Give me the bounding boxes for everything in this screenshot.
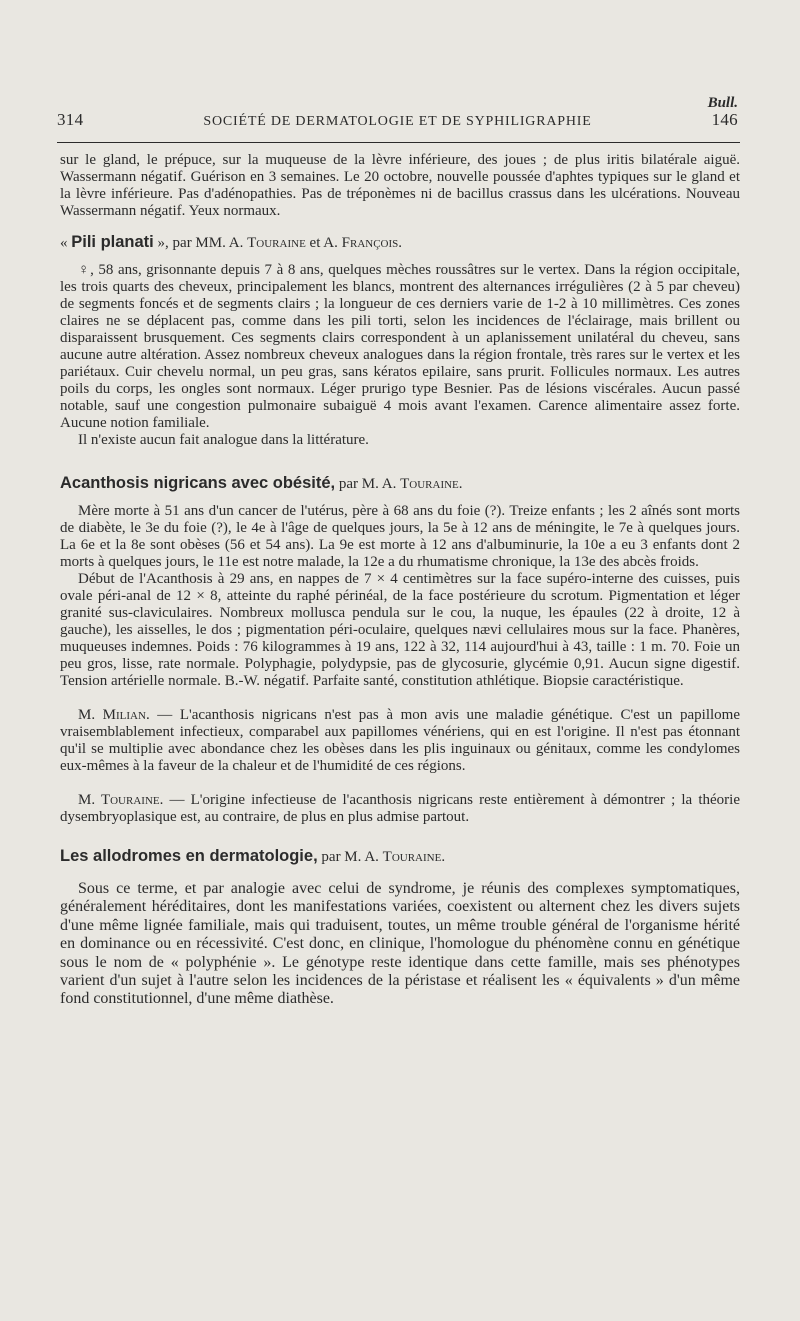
journal-title: SOCIÉTÉ DE DERMATOLOGIE ET DE SYPHILIGRAPHIE bbox=[203, 114, 592, 129]
paragraph-remark: Il n'existe aucun fait analogue dans la littérature. bbox=[78, 432, 369, 448]
author-name: Touraine bbox=[247, 235, 306, 251]
header-rule bbox=[57, 142, 740, 143]
author-name: Touraine bbox=[400, 476, 459, 492]
heading-title: Acanthosis nigricans avec obésité, bbox=[60, 474, 336, 492]
paragraph-continuation: sur le gland, le prépuce, sur la muqueuse de la lèvre inférieure, des joues ; de plus iritis bilatérale aiguë. Wassermann négatif. Guérison en 3 semaines. Le 20 octobre, nouvelle poussée d'aphtes typiques sur le gland et la lèvre inférieure. Pas d'adénopathies. Pas de tréponèmes ni de bacillus crassus dans les ulcérations. Nouveau Wassermann négatif. Yeux normaux. bbox=[60, 152, 740, 219]
heading-title: Les allodromes en dermatologie, bbox=[60, 847, 318, 865]
paragraph-touraine-reply: M. Touraine. — L'origine infectieuse de l'acanthosis nigricans reste entièrement à démontrer ; la théorie dysembryoplasique est, au contraire, de plus en plus admise partout. bbox=[60, 792, 740, 825]
heading-title: Pili planati bbox=[71, 233, 154, 251]
paragraph-milian-comment: M. Milian. — L'acanthosis nigricans n'est pas à mon avis une maladie génétique. C'est un papillome vraisemblablement infectieux, comparabel aux papillomes vénériens, qui en est l'origine. Il n'est pas étonnant qu'il se multiplie avec abondance chez les obèses dans les plis inguinaux ou génitaux, comme les condylomes eux-mêmes à la faveur de la chaleur et de l'humidité de ces régions. bbox=[60, 707, 740, 774]
article-body bbox=[60, 152, 740, 1009]
paragraph-allodromes-definition: Sous ce terme, et par analogie avec celui de syndrome, je réunis des complexes symptomatiques, généralement héréditaires, dont les manifestations variées, coexistent ou alternent chez les divers sujets d'une même lignée familiale, mais qui traduisent, toutes, un même trouble général de l'organisme hérité en dominance ou en récessivité. C'est donc, en clinique, l'homologue du phénomène connu en génétique sous le nom de « polyphénie ». Le génotype reste identique dans cette famille, mais ses phénotypes varient d'un sujet à l'autre selon les incidences de la péristase et réalisent les « équivalents » d'un même fond constitutionnel, d'une même diathèse. bbox=[60, 880, 740, 1008]
heading-acanthosis: Acanthosis nigricans avec obésité, par M. A. Touraine. bbox=[60, 474, 463, 492]
author-name: Touraine bbox=[382, 849, 442, 865]
heading-pili-planati: « Pili planati », par MM. A. Touraine et A. François. bbox=[60, 233, 403, 251]
author-name: François bbox=[341, 235, 399, 251]
bull-number: 146 bbox=[711, 110, 738, 129]
paragraph-clinical-course: Début de l'Acanthosis à 29 ans, en nappes de 7 × 4 centimètres sur la face supéro-interne des cuisses, puis ovale péri-anal de 12 × 8, atteinte du raphé périnéal, de la face postérieure du scrotum. Pigmentation et léger granité sus-claviculaires. Nombreux mollusca pendula sur le cou, la nuque, les épaules (22 à droite, 12 à gauche), les aisselles, le dos ; pigmentation péri-oculaire, quelques nævi cellulaires mous sur la face. Phanères, muqueuses indemnes. Poids : 76 kilogrammes à 19 ans, 122 à 32, 114 aujourd'hui à 43, taille : 1 m. 70. Foie un peu gros, lisse, rate normale. Polyphagie, polydypsie, pas de glycosurie, glycémie 0,91. Aucun signe digestif. Tension artérielle normale. B.-W. négatif. Parfaite santé, constitution athlétique. Biopsie caractéristique. bbox=[60, 571, 740, 689]
author-name: M. Touraine bbox=[78, 792, 160, 808]
bull-label: Bull. bbox=[707, 95, 738, 111]
running-header bbox=[57, 110, 738, 130]
paragraph-family-history: Mère morte à 51 ans d'un cancer de l'utérus, père à 68 ans du foie (?). Treize enfants ; les 2 aînés sont morts de diabète, le 3e du foie (?), le 4e à l'âge de quelques jours, la 5e à 12 ans de méningite, le 7e à quelques jours. La 6e et la 8e sont obèses (56 et 54 ans). La 9e est morte à 12 ans d'albuminurie, la 10e a eu 3 enfants dont 2 morts à quelques jours, le 11e est notre malade, la 12e a du rhumatisme chronique, la 13e des abcès froids. bbox=[60, 503, 740, 570]
heading-allodromes: Les allodromes en dermatologie, par M. A. Touraine. bbox=[60, 847, 446, 865]
paragraph-case-description: ♀, 58 ans, grisonnante depuis 7 à 8 ans, quelques mèches roussâtres sur le vertex. Dans la région occipitale, les trois quarts des cheveux, principalement les blancs, montrent des alternances irrégulières (2 à 5 par cheveu) de segments foncés et de segments clairs ; la longueur de ces derniers varie de 1-2 à 10 millimètres. Ces zones claires ne se déplacent pas, comme dans les pili torti, selon les incidences de l'éclairage, mais brillent ou disparaissent brusquement. Ces segments clairs correspondent à un aplanissement unilatéral du cheveu, sans aucune autre altération. Assez nombreux cheveux analogues dans la région frontale, très rares sur le vertex et les pariétaux. Cuir chevelu normal, un peu gras, sans kératos epilaire, sans prurit. Follicules normaux. Les autres poils du corps, les ongles sont normaux. Léger prurigo type Besnier. Pas de lésions viscérales. Aucun passé notable, sauf une congestion pulmonaire subaiguë 4 mois avant l'examen. Carence alimentaire assez forte. Aucune notion familiale. bbox=[60, 262, 740, 431]
author-name: M. Milian bbox=[78, 707, 146, 723]
page-number: 314 bbox=[57, 110, 84, 129]
